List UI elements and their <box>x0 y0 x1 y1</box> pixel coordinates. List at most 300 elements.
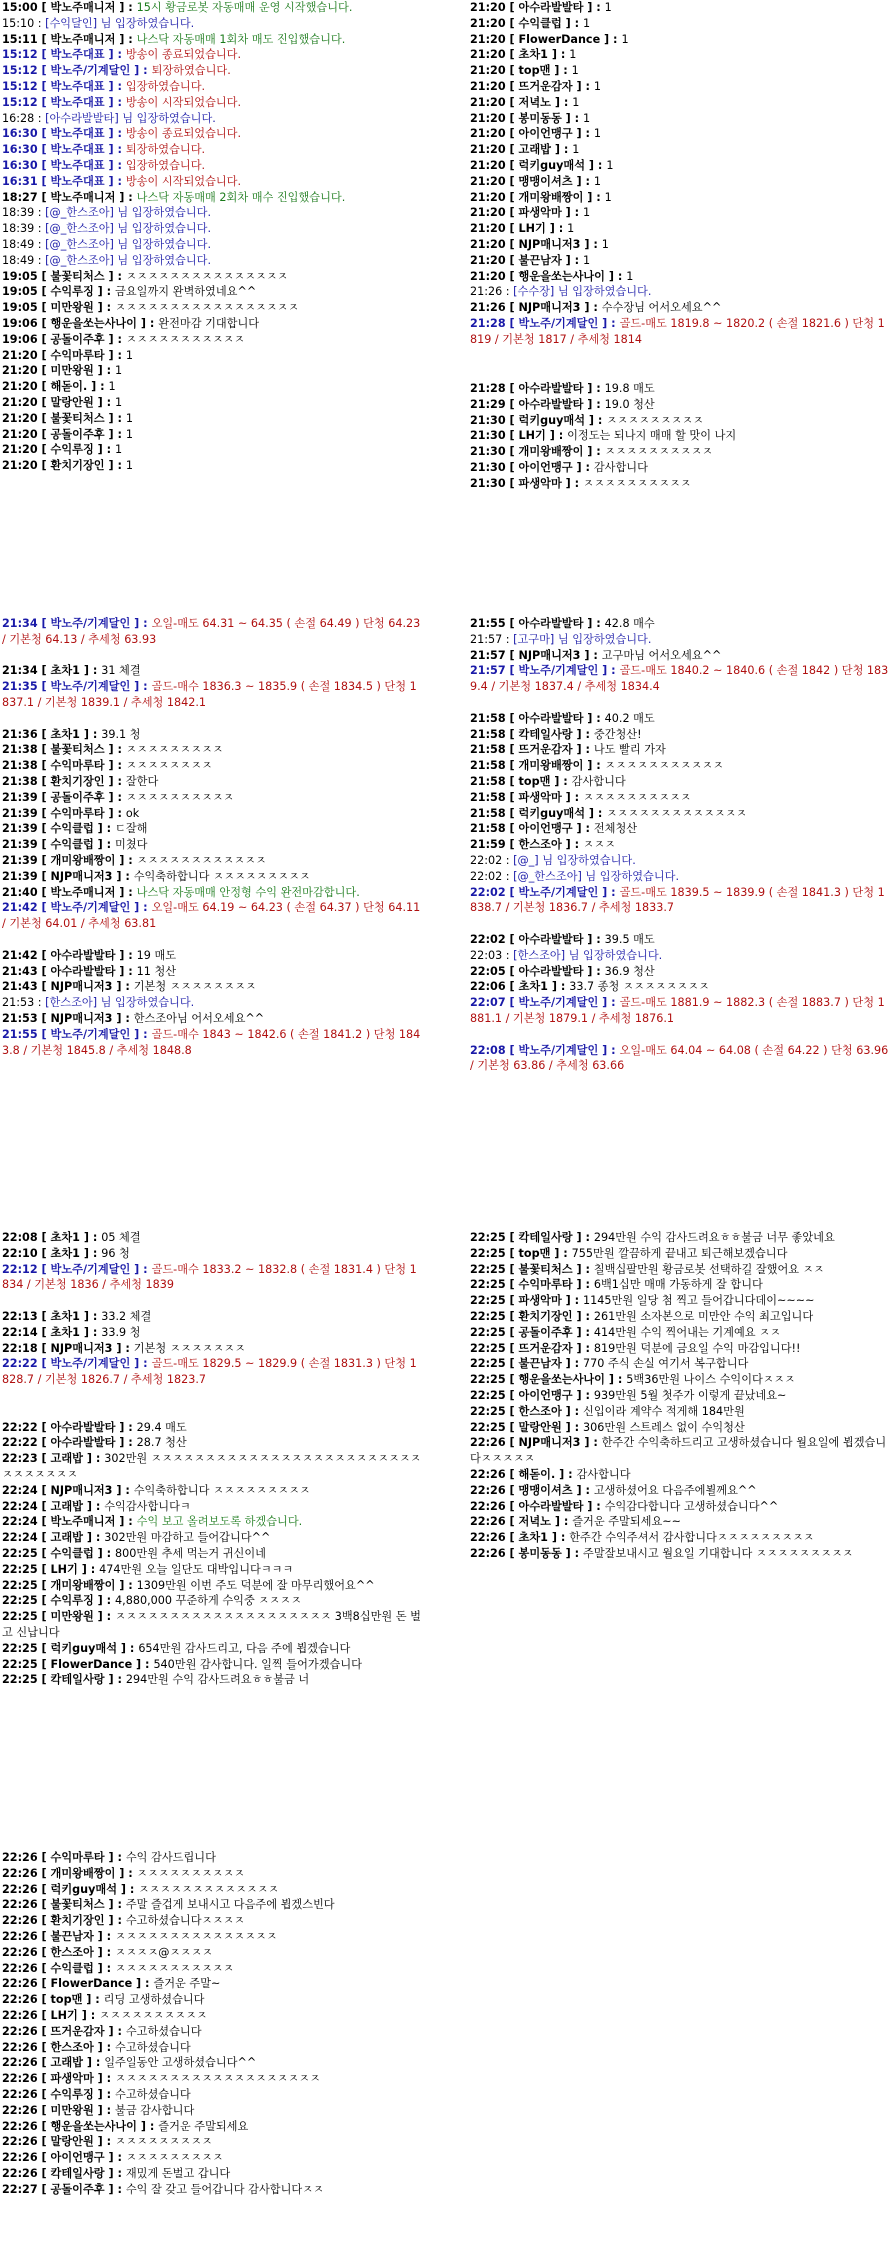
system-message: [@_한스조아] 님 입장하였습니다. <box>45 237 212 251</box>
chat-message: 중간청산! <box>593 727 642 741</box>
chat-line: 22:02 [ 박노주/기계달인 ] : 골드-매도 1839.5 ~ 1839.9 ( 손절 1841.3 ) 단청 1838.7 / 기본청 1836.7 / 추세청 1833.7 <box>470 885 885 915</box>
chat-nickname: 아이언맹구 <box>518 822 573 836</box>
chat-line: 21:20 [ 수익클럽 ] : 1 <box>470 16 591 30</box>
chat-time: 22:24 <box>2 1515 38 1529</box>
chat-line: 19:05 [ 불꽃티처스 ] : ㅈㅈㅈㅈㅈㅈㅈㅈㅈㅈㅈㅈㅈㅈㅈ <box>2 269 288 283</box>
chat-line: 22:25 [ 수익루징 ] : 4,880,000 꾸준하게 수익중 ㅈㅈㅈㅈ <box>2 1594 302 1608</box>
chat-message: ㅈㅈㅈㅈㅈㅈㅈㅈㅈㅈㅈㅈ <box>136 853 267 867</box>
chat-nickname: 환치기장인 <box>50 774 105 788</box>
chat-nickname: 아수라발발타 <box>518 1 584 14</box>
chat-time: 21:58 <box>470 774 506 788</box>
chat-nickname: 수익루징 <box>50 285 94 299</box>
chat-message: ㅈㅈㅈ <box>583 838 616 852</box>
chat-message: ㄷ잘해 <box>115 822 148 836</box>
system-message: [수수장] 님 입장하였습니다. <box>513 285 652 299</box>
chat-time: 19:06 <box>2 316 38 330</box>
chat-time: 21:30 <box>470 413 506 427</box>
chat-time: 21:20 <box>470 16 506 30</box>
chat-nickname: 박노주매니저 <box>50 190 116 204</box>
chat-message: 1145만원 일당 첨 찍고 들어갑니다데이~~~~ <box>583 1294 815 1308</box>
chat-panel-1 <box>2 0 422 474</box>
chat-time: 21:58 <box>470 727 506 741</box>
chat-nickname: 박노주/기계달인 <box>518 996 599 1010</box>
chat-line: 22:26 [ 수익클럽 ] : ㅈㅈㅈㅈㅈㅈㅈㅈㅈㅈㅈ <box>2 1961 234 1975</box>
chat-time: 22:26 <box>2 2166 38 2180</box>
chat-nickname: 수익마루타 <box>50 1851 105 1864</box>
chat-line: 21:36 [ 초차1 ] : 39.1 청 <box>2 727 141 741</box>
chat-message: ㅈㅈㅈㅈㅈㅈㅈㅈㅈㅈ <box>583 476 692 490</box>
chat-nickname: 미만왕원 <box>50 364 94 378</box>
chat-nickname: 파생악마 <box>50 2072 94 2086</box>
chat-message: 입장하였습니다. <box>125 158 206 172</box>
chat-message: 1 <box>115 443 123 457</box>
chat-nickname: 초차1 <box>50 664 80 678</box>
chat-message: 11 청산 <box>136 964 177 978</box>
chat-nickname: 박노주/기계달인 <box>518 885 599 899</box>
chat-panel-2 <box>470 0 890 348</box>
chat-nickname: 박노주/기계달인 <box>50 901 131 915</box>
chat-message: 654만원 감사드리고, 다음 주에 뵙겠습니다 <box>138 1641 351 1655</box>
chat-line: 22:25 [ FlowerDance ] : 540만원 감사합니다. 일찍 들어가겠습니다 <box>2 1657 362 1671</box>
chat-nickname: 미만왕원 <box>50 301 94 315</box>
chat-time: 22:25 <box>470 1325 506 1339</box>
chat-time: 15:11 <box>2 32 38 46</box>
chat-nickname: 개미왕배짱이 <box>50 1578 116 1592</box>
chat-message: 나스닥 자동매매 1회차 매도 진입했습니다. <box>136 32 346 46</box>
chat-nickname: 뜨거운감자 <box>518 743 573 757</box>
chat-message: 33.9 청 <box>101 1325 141 1339</box>
chat-time: 21:55 <box>2 1027 38 1041</box>
chat-nickname: 박노주/기계달인 <box>50 1262 131 1276</box>
chat-nickname: 초차1 <box>50 1231 80 1244</box>
chat-message: 미쳤다 <box>115 838 148 852</box>
chat-line: 16:31 [ 박노주대표 ] : 방송이 시작되었습니다. <box>2 174 242 188</box>
chat-nickname: top맨 <box>518 64 551 78</box>
chat-line: 22:25 [ 파생악마 ] : 1145만원 일당 첨 찍고 들어갑니다데이~~~~ <box>470 1294 815 1308</box>
chat-message: 골드-매수 1843 ~ 1842.6 ( 손절 1841.2 ) 단청 1843.8 / 기본청 1845.8 / 추세청 1848.8 <box>2 1027 421 1057</box>
chat-line: 22:25 [ 수익마루타 ] : 6백1십만 매매 가동하게 잘 합니다 <box>470 1278 763 1292</box>
chat-message: 770 주식 손실 여기서 복구합니다 <box>583 1357 749 1371</box>
chat-line <box>2 932 422 948</box>
chat-time: 21:20 <box>470 95 506 109</box>
chat-nickname: 불꽃티처스 <box>50 1898 105 1912</box>
chat-line: 21:20 [ 저녁노 ] : 1 <box>470 95 580 109</box>
chat-time: 16:28 <box>2 111 35 125</box>
chat-line: 21:58 [ 럭키guy매석 ] : ㅈㅈㅈㅈㅈㅈㅈㅈㅈㅈㅈㅈㅈ <box>470 806 747 820</box>
chat-time: 22:26 <box>470 1436 506 1450</box>
chat-message: 잘한다 <box>125 774 159 788</box>
chat-time: 21:20 <box>470 206 506 220</box>
chat-message: 골드-매도 1881.9 ~ 1882.3 ( 손절 1883.7 ) 단청 1881.1 / 기본청 1879.1 / 추세청 1876.1 <box>470 996 885 1025</box>
chat-time: 22:22 <box>2 1420 38 1434</box>
chat-message: 일주일동안 고생하셨습니다^^ <box>104 2056 257 2070</box>
chat-message: 306만원 스트레스 없이 수익청산 <box>583 1420 745 1434</box>
chat-time: 21:29 <box>470 397 506 411</box>
chat-line: 22:26 [ 파생악마 ] : ㅈㅈㅈㅈㅈㅈㅈㅈㅈㅈㅈㅈㅈㅈㅈㅈㅈㅈㅈ <box>2 2072 321 2086</box>
chat-message: ok <box>125 806 140 820</box>
chat-time: 21:42 <box>2 901 38 915</box>
chat-message: 수고하셨습니다ㅈㅈㅈㅈ <box>125 1914 245 1928</box>
chat-time: 21:34 <box>2 617 38 630</box>
chat-line: 21:20 [ 봉미동동 ] : 1 <box>470 111 591 125</box>
chat-line: 22:24 [ 박노주매니저 ] : 수익 보고 올려보도록 하겠습니다. <box>2 1515 303 1529</box>
chat-line: 22:26 [ 고래밥 ] : 일주일동안 고생하셨습니다^^ <box>2 2056 257 2070</box>
chat-message: 1 <box>115 364 123 378</box>
chat-time: 21:40 <box>2 885 38 899</box>
chat-message: 이정도는 되나지 매매 할 맛이 나지 <box>567 429 737 443</box>
chat-line: 21:38 [ 환치기장인 ] : 잘한다 <box>2 774 159 788</box>
chat-message: 1 <box>125 459 133 473</box>
chat-nickname: 수익마루타 <box>50 348 105 362</box>
chat-nickname: 불끈남자 <box>518 253 562 267</box>
chat-message: 방송이 시작되었습니다. <box>125 174 242 188</box>
chat-nickname: 행운을쏘는사나이 <box>518 269 605 283</box>
chat-message: 1 <box>583 16 591 30</box>
chat-panel-4 <box>2 616 422 1058</box>
chat-message: ㅈㅈㅈㅈㅈㅈㅈㅈㅈ <box>606 413 704 427</box>
chat-nickname: 미만왕원 <box>50 2103 94 2117</box>
chat-time: 21:20 <box>2 427 38 441</box>
chat-line: 15:12 [ 박노주대표 ] : 입장하였습니다. <box>2 79 206 93</box>
chat-nickname: 수익루징 <box>50 443 94 457</box>
chat-time: 21:58 <box>470 822 506 836</box>
chat-line: 21:55 [ 박노주/기계달인 ] : 골드-매수 1843 ~ 1842.6 ( 손절 1841.2 ) 단청 1843.8 / 기본청 1845.8 / 추세청 1848.8 <box>2 1027 421 1057</box>
chat-time: 22:25 <box>470 1278 506 1292</box>
chat-nickname: 수익마루타 <box>518 1278 573 1292</box>
chat-nickname: 초차1 <box>50 1309 80 1323</box>
chat-message: 1 <box>593 79 601 93</box>
chat-nickname: 박노주/기계달인 <box>50 617 131 630</box>
chat-message: 939만원 5월 첫주가 이렇게 끝났네요~ <box>593 1388 787 1402</box>
chat-time: 21:20 <box>470 111 506 125</box>
chat-nickname: 행운을쏘는사나이 <box>518 1373 605 1387</box>
chat-nickname: LH기 <box>518 429 546 443</box>
chat-line: 22:26 [ 한스조아 ] : 수고하셨습니다 <box>2 2040 191 2054</box>
chat-message: ㅈㅈㅈㅈㅈㅈㅈㅈㅈㅈㅈㅈㅈㅈㅈㅈㅈㅈㅈ <box>115 2072 321 2086</box>
chat-message: 신입이라 계약수 적게해 184만원 <box>583 1404 745 1418</box>
chat-nickname: 초차1 <box>50 1325 80 1339</box>
chat-nickname: 뜨거운감자 <box>518 79 573 93</box>
chat-message: 기본청 ㅈㅈㅈㅈㅈㅈㅈㅈ <box>133 980 257 994</box>
chat-nickname: 해돋이. <box>518 1467 556 1481</box>
chat-line: 22:26 [ 뜨거운감자 ] : 수고하셨습니다 <box>2 2024 202 2038</box>
chat-time: 21:58 <box>470 790 506 804</box>
chat-nickname: 불끈남자 <box>518 1357 562 1371</box>
chat-time: 22:26 <box>2 2008 38 2022</box>
chat-nickname: top맨 <box>518 1246 551 1260</box>
chat-time: 21:58 <box>470 743 506 757</box>
chat-line: 21:58 [ 뜨거운감자 ] : 나도 빨리 가자 <box>470 743 666 757</box>
chat-line: 22:25 [ 수익클럽 ] : 800만원 추세 먹는거 귀신이네 <box>2 1546 266 1560</box>
chat-line: 21:59 [ 한스조아 ] : ㅈㅈㅈ <box>470 838 616 852</box>
chat-line: 21:20 [ 파생악마 ] : 1 <box>470 206 591 220</box>
chat-line: 16:30 [ 박노주대표 ] : 퇴장하였습니다. <box>2 143 206 157</box>
chat-line: 16:30 [ 박노주대표 ] : 방송이 종료되었습니다. <box>2 127 242 141</box>
chat-nickname: 럭키guy매석 <box>50 1641 118 1655</box>
chat-line: 21:20 [ 고래밥 ] : 1 <box>470 143 580 157</box>
chat-time: 15:12 <box>2 95 38 109</box>
chat-time: 22:08 <box>2 1231 38 1244</box>
chat-message: 36.9 청산 <box>604 964 655 978</box>
chat-time: 22:26 <box>2 1993 38 2007</box>
chat-time: 21:20 <box>470 79 506 93</box>
chat-nickname: 고래밥 <box>518 143 551 157</box>
chat-line <box>2 711 422 727</box>
chat-nickname: 한스조아 <box>50 2040 94 2054</box>
chat-time: 21:30 <box>470 460 506 474</box>
chat-line: 22:26 [ 럭키guy매석 ] : ㅈㅈㅈㅈㅈㅈㅈㅈㅈㅈㅈㅈㅈ <box>2 1882 279 1896</box>
chat-time: 22:26 <box>2 2024 38 2038</box>
chat-line: 22:25 [ top맨 ] : 755만원 깔끔하게 끝내고 퇴근해보겠습니다 <box>470 1246 788 1260</box>
chat-nickname: NJP매니저3 <box>518 1436 581 1450</box>
chat-line: 21:34 [ 박노주/기계달인 ] : 오일-매도 64.31 ~ 64.35 ( 손절 64.49 ) 단청 64.23 / 기본청 64.13 / 추세청 63.93 <box>2 617 424 646</box>
chat-line <box>2 648 422 664</box>
chat-line: 21:43 [ NJP매니저3 ] : 기본청 ㅈㅈㅈㅈㅈㅈㅈㅈ <box>2 980 257 994</box>
chat-line: 21:58 [ 아수라발발타 ] : 40.2 매도 <box>470 711 655 725</box>
chat-time: 21:20 <box>470 237 506 251</box>
chat-nickname: 아수라발발타 <box>50 948 116 962</box>
chat-line: 22:26 [ 초차1 ] : 한주간 수익주셔서 감사합니다ㅈㅈㅈㅈㅈㅈㅈㅈㅈ <box>470 1531 815 1545</box>
chat-message: 1 <box>125 348 133 362</box>
chat-line: 22:26 [ 맹맹이셔츠 ] : 고생하셨어요 다음주에뵐께요^^ <box>470 1483 757 1497</box>
chat-time: 22:25 <box>2 1578 38 1592</box>
chat-message: 39.5 매도 <box>604 932 655 946</box>
chat-nickname: 럭키guy매석 <box>518 413 586 427</box>
chat-nickname: 박노주매니저 <box>50 1515 116 1529</box>
chat-line: 22:26 [ 수익루징 ] : 수고하셨습니다 <box>2 2087 191 2101</box>
chat-message: 수고하셨습니다 <box>115 2040 191 2054</box>
chat-line: 21:20 [ 아이언맹구 ] : 1 <box>470 127 601 141</box>
chat-message: ㅈㅈㅈㅈㅈㅈㅈㅈㅈㅈ <box>136 1866 245 1880</box>
chat-time: 15:00 <box>2 1 38 14</box>
chat-line: 21:20 [ 아수라발발타 ] : 1 <box>470 1 612 14</box>
chat-nickname: 불꽃티처스 <box>50 411 105 425</box>
chat-time: 21:39 <box>2 869 38 883</box>
chat-message: 414만원 수익 찍어내는 기계예요 ㅈㅈ <box>593 1325 781 1339</box>
chat-time: 22:26 <box>470 1515 506 1529</box>
chat-message: 39.1 청 <box>101 727 141 741</box>
chat-message: ㅈㅈㅈㅈㅈㅈㅈㅈㅈㅈㅈㅈㅈㅈㅈㅈㅈ <box>115 301 299 315</box>
chat-line: 22:26 [ 봉미동동 ] : 주말잘보내시고 월요일 기대합니다 ㅈㅈㅈㅈㅈㅈㅈㅈㅈ <box>470 1546 854 1560</box>
chat-time: 19:05 <box>2 269 38 283</box>
chat-line: 22:22 [ 박노주/기계달인 ] : 골드-매도 1829.5 ~ 1829.9 ( 손절 1831.3 ) 단청 1828.7 / 기본청 1826.7 / 추세청 1823.7 <box>2 1357 417 1387</box>
chat-line: 22:25 [ LH기 ] : 474만원 오늘 일단도 대박입니다ㅋㅋㅋ <box>2 1562 294 1576</box>
chat-message: 한주간 수익축하드리고 고생하셨습니다 월요일에 뵙겠습니다ㅈㅈㅈㅈㅈ <box>470 1436 887 1466</box>
chat-nickname: 파생악마 <box>518 790 562 804</box>
chat-message: 금요일까지 완벽하였네요^^ <box>115 285 257 299</box>
chat-line <box>2 1293 422 1309</box>
chat-time: 21:20 <box>470 1 506 14</box>
chat-time: 22:22 <box>2 1436 38 1450</box>
chat-time: 21:53 <box>2 996 35 1010</box>
chat-nickname: 저녁노 <box>518 1515 551 1529</box>
chat-nickname: 공돌이주후 <box>518 1325 573 1339</box>
chat-line: 22:26 [ 해돋이. ] : 감사합니다 <box>470 1467 631 1481</box>
chat-nickname: 말랑안원 <box>50 2135 94 2149</box>
chat-nickname: 봉미동동 <box>518 1546 562 1560</box>
chat-time: 22:25 <box>2 1546 38 1560</box>
chat-nickname: 파생악마 <box>518 206 562 220</box>
chat-panel-6 <box>2 1230 422 1688</box>
chat-nickname: 박노주대표 <box>50 158 105 172</box>
chat-message: ㅈㅈㅈㅈㅈㅈㅈㅈㅈㅈ <box>125 790 234 804</box>
chat-nickname: NJP매니저3 <box>518 301 581 315</box>
chat-time: 18:49 <box>2 237 35 251</box>
chat-nickname: 고래밥 <box>50 1499 83 1513</box>
chat-message: 1 <box>125 427 133 441</box>
chat-nickname: 공돌이주후 <box>50 427 105 441</box>
chat-nickname: 박노주/기계달인 <box>50 1357 131 1371</box>
chat-nickname: 아이언맹구 <box>50 2151 105 2165</box>
chat-message: 오일-매도 64.31 ~ 64.35 ( 손절 64.49 ) 단청 64.23 / 기본청 64.13 / 추세청 63.93 <box>2 617 424 646</box>
chat-time: 22:25 <box>2 1594 38 1608</box>
chat-time: 22:18 <box>2 1341 38 1355</box>
chat-time: 15:12 <box>2 79 38 93</box>
chat-line: 21:26 : [수수장] 님 입장하였습니다. <box>470 285 652 299</box>
chat-nickname: 아이언맹구 <box>518 127 573 141</box>
chat-line: 21:55 [ 아수라발발타 ] : 42.8 매수 <box>470 617 655 630</box>
chat-line: 22:26 [ FlowerDance ] : 즐거운 주말~ <box>2 1977 221 1991</box>
chat-line: 15:12 [ 박노주/기계달인 ] : 퇴장하였습니다. <box>2 64 231 78</box>
chat-time: 21:20 <box>470 269 506 283</box>
chat-line: 21:58 [ 칵테일사랑 ] : 중간청산! <box>470 727 642 741</box>
chat-line: 21:42 [ 아수라발발타 ] : 19 매도 <box>2 948 177 962</box>
chat-nickname: 한스조아 <box>518 1404 562 1418</box>
chat-nickname: NJP매니저3 <box>50 1011 113 1025</box>
chat-message: 1 <box>601 237 609 251</box>
chat-message: 수익 보고 올려보도록 하겠습니다. <box>136 1515 303 1529</box>
chat-message: 1 <box>606 158 614 172</box>
chat-line: 22:02 : [@_한스조아] 님 입장하였습니다. <box>470 869 680 883</box>
chat-line: 22:06 [ 초차1 ] : 33.7 종청 ㅈㅈㅈㅈㅈㅈㅈㅈ <box>470 980 710 994</box>
chat-line: 22:24 [ NJP매니저3 ] : 수익축하합니다 ㅈㅈㅈㅈㅈㅈㅈㅈㅈ <box>2 1483 311 1497</box>
chat-time: 21:39 <box>2 838 38 852</box>
chat-nickname: 수익클럽 <box>50 1546 94 1560</box>
chat-message: 골드-매수 1836.3 ~ 1835.9 ( 손절 1834.5 ) 단청 1837.1 / 기본청 1839.1 / 추세청 1842.1 <box>2 680 417 709</box>
chat-line: 22:23 [ 고래밥 ] : 302만원 ㅈㅈㅈㅈㅈㅈㅈㅈㅈㅈㅈㅈㅈㅈㅈㅈㅈㅈㅈㅈㅈㅈㅈㅈㅈㅈㅈㅈㅈㅈㅈㅈ <box>2 1452 421 1481</box>
chat-message: 오일-매도 64.04 ~ 64.08 ( 손절 64.22 ) 단청 63.96 / 기본청 63.86 / 추세청 63.66 <box>470 1043 889 1073</box>
chat-time: 22:10 <box>2 1246 38 1260</box>
chat-message: 오일-매도 64.19 ~ 64.23 ( 손절 64.37 ) 단청 64.11 / 기본청 64.01 / 추세청 63.81 <box>2 901 424 931</box>
chat-line: 22:26 [ 행운을쏘는사나이 ] : 즐거운 주말되세요 <box>2 2119 249 2133</box>
chat-message: 800만원 추세 먹는거 귀신이네 <box>115 1546 266 1560</box>
chat-nickname: LH기 <box>50 2008 78 2022</box>
chat-nickname: 럭키guy매석 <box>518 158 586 172</box>
chat-nickname: LH기 <box>50 1562 78 1576</box>
chat-nickname: 칵테일사랑 <box>50 2166 105 2180</box>
chat-message: 주말잘보내시고 월요일 기대합니다 ㅈㅈㅈㅈㅈㅈㅈㅈㅈ <box>583 1546 854 1560</box>
chat-nickname: 아수라발발타 <box>50 964 116 978</box>
chat-line: 22:08 [ 박노주/기계달인 ] : 오일-매도 64.04 ~ 64.08 ( 손절 64.22 ) 단청 63.96 / 기본청 63.86 / 추세청 63.66 <box>470 1043 890 1075</box>
chat-time: 21:55 <box>470 617 506 630</box>
chat-line: 21:39 [ 수익클럽 ] : 미쳤다 <box>2 838 148 852</box>
chat-nickname: 뜨거운감자 <box>50 2024 105 2038</box>
chat-time: 15:12 <box>2 48 38 62</box>
chat-nickname: 박노주대표 <box>50 174 105 188</box>
chat-nickname: 고래밥 <box>50 2056 83 2070</box>
chat-message: 고구마님 어서오세요^^ <box>601 648 722 662</box>
chat-time: 16:31 <box>2 174 38 188</box>
chat-line <box>2 1404 422 1420</box>
chat-message: 주말 즐겁게 보내시고 다음주에 뵙겠스빈다 <box>125 1898 335 1912</box>
chat-nickname: 박노주/기계달인 <box>518 316 599 330</box>
chat-nickname: 칵테일사랑 <box>518 1231 573 1244</box>
chat-message: 즐거운 주말~ <box>153 1977 221 1991</box>
chat-message: 1 <box>593 174 601 188</box>
chat-time: 22:26 <box>2 1929 38 1943</box>
chat-line: 19:05 [ 미만왕원 ] : ㅈㅈㅈㅈㅈㅈㅈㅈㅈㅈㅈㅈㅈㅈㅈㅈㅈ <box>2 301 299 315</box>
chat-message: 수익 감사드립니다 <box>125 1851 216 1864</box>
chat-line: 22:22 [ 아수라발발타 ] : 28.7 청산 <box>2 1436 187 1450</box>
chat-message: ㅈㅈㅈㅈㅈㅈㅈㅈ <box>125 759 213 773</box>
chat-line: 22:25 [ 개미왕배짱이 ] : 1309만원 이번 주도 덕분에 잘 마무리했어요^^ <box>2 1578 375 1592</box>
chat-line: 22:14 [ 초차1 ] : 33.9 청 <box>2 1325 141 1339</box>
chat-nickname: 아수라발발타 <box>518 382 584 395</box>
chat-nickname: 불꽃티처스 <box>50 743 105 757</box>
chat-time: 21:39 <box>2 806 38 820</box>
chat-message: 1 <box>604 1 612 14</box>
chat-time: 21:20 <box>2 459 38 473</box>
chat-line: 22:24 [ 고래밥 ] : 수익감사합니다ㅋ <box>2 1499 191 1513</box>
chat-message: 방송이 종료되었습니다. <box>125 48 242 62</box>
chat-line: 21:20 [ 럭키guy매석 ] : 1 <box>470 158 614 172</box>
chat-line: 21:20 [ 불끈남자 ] : 1 <box>470 253 591 267</box>
chat-nickname: 박노주/기계달인 <box>518 1043 599 1057</box>
chat-nickname: 칵테일사랑 <box>518 727 573 741</box>
chat-line: 22:03 : [한스조아] 님 입장하였습니다. <box>470 948 663 962</box>
chat-line: 19:05 [ 수익루징 ] : 금요일까지 완벽하였네요^^ <box>2 285 257 299</box>
chat-time: 22:25 <box>2 1562 38 1576</box>
chat-time: 21:57 <box>470 664 506 678</box>
chat-time: 18:39 <box>2 206 35 220</box>
chat-line: 18:49 : [@_한스조아] 님 입장하였습니다. <box>2 237 212 251</box>
chat-line: 22:26 [ 불끈남자 ] : ㅈㅈㅈㅈㅈㅈㅈㅈㅈㅈㅈㅈㅈㅈㅈ <box>2 1929 278 1943</box>
system-message: [@_한스조아] 님 입장하였습니다. <box>45 253 212 267</box>
chat-nickname: 박노주대표 <box>50 79 105 93</box>
chat-time: 22:26 <box>2 2040 38 2054</box>
chat-line: 21:20 [ top맨 ] : 1 <box>470 64 579 78</box>
chat-nickname: 아수라발발타 <box>50 1436 116 1450</box>
chat-time: 22:25 <box>470 1262 506 1276</box>
chat-nickname: FlowerDance <box>50 1977 133 1991</box>
chat-time: 21:39 <box>2 790 38 804</box>
system-message: [수익달인] 님 입장하였습니다. <box>45 16 195 30</box>
chat-message: 294만원 수익 감사드려요ㅎㅎ불금 너 <box>125 1673 310 1687</box>
chat-line: 16:28 : [아수라발발타] 님 입장하였습니다. <box>2 111 216 125</box>
chat-line: 21:57 [ NJP매니저3 ] : 고구마님 어서오세요^^ <box>470 648 722 662</box>
chat-nickname: 박노주매니저 <box>50 885 116 899</box>
chat-line: 18:39 : [@_한스조아] 님 입장하였습니다. <box>2 206 212 220</box>
chat-line: 21:39 [ 개미왕배짱이 ] : ㅈㅈㅈㅈㅈㅈㅈㅈㅈㅈㅈㅈ <box>2 853 267 867</box>
chat-time: 22:25 <box>2 1673 38 1687</box>
chat-nickname: 아수라발발타 <box>518 397 584 411</box>
chat-nickname: top맨 <box>518 774 551 788</box>
chat-line: 22:25 [ 칵테일사랑 ] : 294만원 수익 감사드려요ㅎㅎ불금 너 <box>2 1673 310 1687</box>
chat-message: 리딩 고생하셨습니다 <box>103 1993 205 2007</box>
chat-message: 수익감사합니다ㅋ <box>104 1499 191 1513</box>
chat-time: 22:26 <box>2 2087 38 2101</box>
chat-time: 22:27 <box>2 2182 38 2196</box>
chat-message: 퇴장하였습니다. <box>125 143 206 157</box>
chat-line: 22:25 [ 환치기장인 ] : 261만원 소자본으로 미만안 수익 최고입니다 <box>470 1309 814 1323</box>
chat-nickname: 미만왕원 <box>50 1610 94 1624</box>
chat-message: 474만원 오늘 일단도 대박입니다ㅋㅋㅋ <box>99 1562 294 1576</box>
chat-time: 22:26 <box>2 2135 38 2149</box>
chat-time: 22:25 <box>470 1404 506 1418</box>
chat-line: 22:25 [ 말랑안원 ] : 306만원 스트레스 없이 수익청산 <box>470 1420 745 1434</box>
chat-line: 15:10 : [수익달인] 님 입장하였습니다. <box>2 16 195 30</box>
chat-time: 15:12 <box>2 64 38 78</box>
